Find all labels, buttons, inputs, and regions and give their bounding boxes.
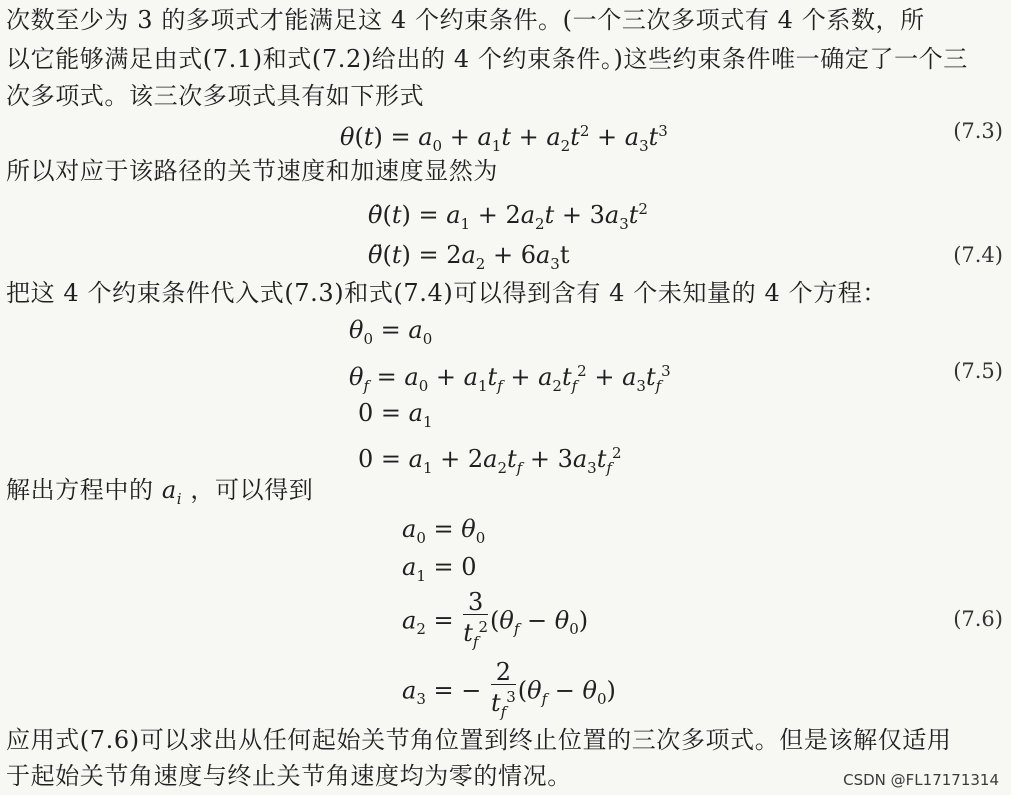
variable-ai: $a_i$ — [161, 476, 183, 508]
paragraph-conclusion-line1: 应用式(7.6)可以求出从任何起始关节角位置到终止位置的三次多项式。但是该解仅适用 — [6, 726, 952, 754]
equation-number-7-6: (7.6) — [953, 607, 1003, 631]
equation-7-5-line2: $\theta_f = a_0 + a_1t_f + a_2t_f^2 + a_3t_f^3$ — [349, 362, 671, 395]
paragraph-intro-line3: 次多项式。该三次多项式具有如下形式 — [6, 82, 425, 110]
equation-7-5-line3: $0 = a_1$ — [358, 399, 433, 431]
paragraph-solve-prefix: 解出方程中的 — [6, 476, 154, 504]
equation-7-5-line4: $0 = a_1 + 2a_2t_f + 3a_3t_f^2$ — [358, 444, 622, 477]
equation-7-4-velocity: θ̇(t) = $a_1 + 2a_2t + 3a_3t^2$ — [368, 200, 648, 233]
equation-7-6-line3: $a_2$ = $\frac{3}{t_f^2}$ $(\theta_f - \theta_0)$ — [402, 588, 589, 651]
paragraph-intro-line2: 以它能够满足由式(7.1)和式(7.2)给出的 4 个约束条件。)这些约束条件唯一确定了一个三 — [6, 45, 968, 73]
equation-7-6-line1: $a_0 = \theta_0$ — [402, 515, 486, 547]
equation-7-4-acceleration: θ̈(t) = $2a_2 + 6a_3t$ — [368, 241, 570, 273]
equation-7-3: $\theta(t) = a_0 + a_1t + a_2t^2 + a_3t^3$ — [340, 122, 668, 155]
equation-7-6-line2: $a_1 = 0$ — [402, 553, 477, 585]
paragraph-solve — [6, 474, 313, 515]
paragraph-conclusion-line2: 于起始关节角速度与终止关节角速度均为零的情况。 — [6, 762, 572, 790]
paragraph-intro-line1: 次数至少为 3 的多项式才能满足这 4 个约束条件。(一个三次多项式有 4 个系数，所 — [6, 6, 925, 34]
csdn-watermark: CSDN @FL17171314 — [843, 771, 999, 789]
paragraph-velocity: 所以对应于该路径的关节速度和加速度显然为 — [6, 157, 498, 185]
paragraph-substitution: 把这 4 个约束条件代入式(7.3)和式(7.4)可以得到含有 4 个未知量的 4 个方程： — [6, 279, 887, 307]
paragraph-solve-suffix: ，可以得到 — [190, 476, 314, 504]
equation-7-6-line4: $a_3$ = − $\frac{2}{t_f^3}$ $(\theta_f - \theta_0)$ — [402, 658, 616, 721]
equation-number-7-5: (7.5) — [953, 359, 1003, 383]
equation-number-7-4: (7.4) — [953, 243, 1003, 267]
equation-number-7-3: (7.3) — [953, 119, 1003, 143]
equation-7-5-line1: $\theta_0 = a_0$ — [349, 316, 433, 348]
